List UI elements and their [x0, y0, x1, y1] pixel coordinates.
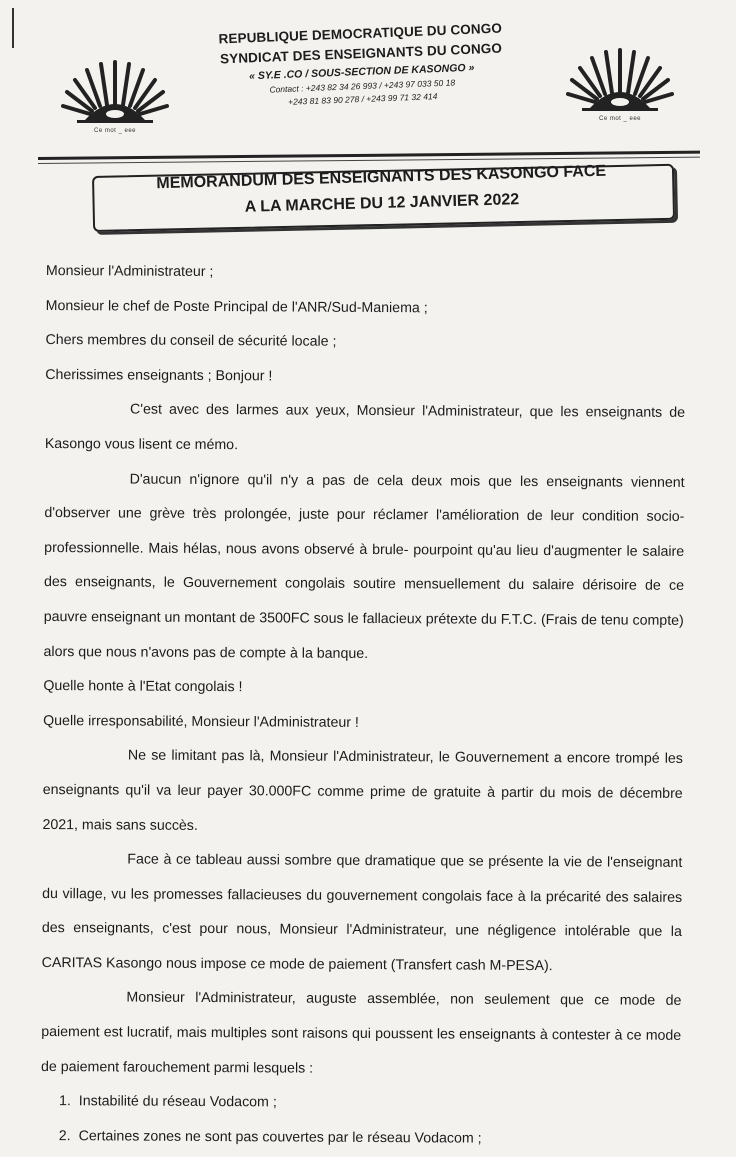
list-item [41, 1084, 681, 1123]
margin-mark [12, 8, 14, 48]
title-line-2: A LA MARCHE DU 12 JANVIER 2022 [244, 191, 520, 216]
contact-line-1: Contact : +243 82 34 26 993 / +243 97 033 50 18 [269, 77, 456, 95]
paragraph-1: C'est avec des larmes aux yeux, Monsieur l'Administrateur, que les enseignants de Kasongo vous lisent ce mémo. [44, 401, 686, 454]
country-name: REPUBLIQUE DEMOCRATIQUE DU CONGO [218, 20, 503, 47]
salutation-4: Cherissimes enseignants ; Bonjour ! [45, 366, 273, 385]
title-line-1: MEMORANDUM DES ENSEIGNANTS DES KASONGO FACE [156, 162, 607, 193]
list-item-number: 1. [58, 1093, 71, 1110]
contact-line-2: +243 81 83 90 278 / +243 99 71 32 414 [287, 91, 438, 107]
exclamation-1: Quelle honte à l'Etat congolais ! [43, 678, 243, 696]
union-name: SYNDICAT DES ENSEIGNANTS DU CONGO [219, 40, 503, 67]
memorandum-body [41, 254, 686, 1157]
paragraph-2: D'aucun n'ignore qu'il n'y a pas de cela deux mois que les enseignants viennent d'observer une grève très prolongée, juste pour réclamer l'amélioration de leur condition socio-professionnelle. Mais hélas, nous avons observé à brule- pourpoint qu'au lieu d'augmenter le salaire des enseignants, le Gouvernement congolais soutire mensuellement du salaire dérisoire de ce pauvre enseignant un montant de 3500FC sous le fallacieux prétexte du F.T.C. (Frais de tenu compte) alors que nous n'avons pas de compte à la banque. [43, 471, 685, 662]
reasons-list [41, 1084, 681, 1157]
emblem-caption: Ce mot _ eee [598, 116, 642, 122]
list-item-text: Certaines zones ne sont pas couvertes par le réseau Vodacom ; [78, 1128, 482, 1147]
list-item-number: 2. [58, 1127, 71, 1145]
section-name: « SY.E .CO / SOUS-SECTION DE KASONGO » [248, 61, 475, 83]
exclamation-2: Quelle irresponsabilité, Monsieur l'Administrateur ! [43, 712, 359, 731]
paragraph-4: Face à ce tableau aussi sombre que dramatique que se présente la vie de l'enseignant du village, vu les promesses fallacieuses du gouvernement congolais face à la précarité des salaires des enseignants, c'est pour nous, Monsieur l'Administrateur, une négligence intolérable que la CARITAS Kasongo nous impose ce mode de paiement (Transfert cash M-PESA). [41, 851, 683, 974]
syeco-emblem-right [560, 38, 680, 138]
salutation-2: Monsieur le chef de Poste Principal de l'ANR/Sud-Maniema ; [45, 297, 428, 316]
paragraph-5: Monsieur l'Administrateur, auguste assemblée, non seulement que ce mode de paiement est lucratif, mais multiples sont raisons qui poussent les enseignants à contester à ce mode de paiement farouchement parmi lesquels : [40, 989, 682, 1077]
paragraph-3: Ne se limitant pas là, Monsieur l'Administrateur, le Gouvernement a encore trompé les enseignants qu'il va leur payer 30.000FC comme prime de gratuite à partir du mois de décembre 2021, mais sans succès. [42, 747, 683, 834]
salutation-3: Chers membres du conseil de sécurité locale ; [45, 332, 337, 350]
salutation-1: Monsieur l'Administrateur ; [45, 262, 214, 281]
emblem-caption: Ce mot _ eee [93, 128, 137, 134]
sunrise-emblem-icon [55, 50, 175, 130]
sunrise-emblem-icon [560, 38, 680, 118]
list-item-text: Instabilité du réseau Vodacom ; [78, 1093, 277, 1111]
list-item [41, 1119, 681, 1157]
syeco-emblem-left [55, 50, 175, 150]
letterhead [205, 18, 518, 112]
